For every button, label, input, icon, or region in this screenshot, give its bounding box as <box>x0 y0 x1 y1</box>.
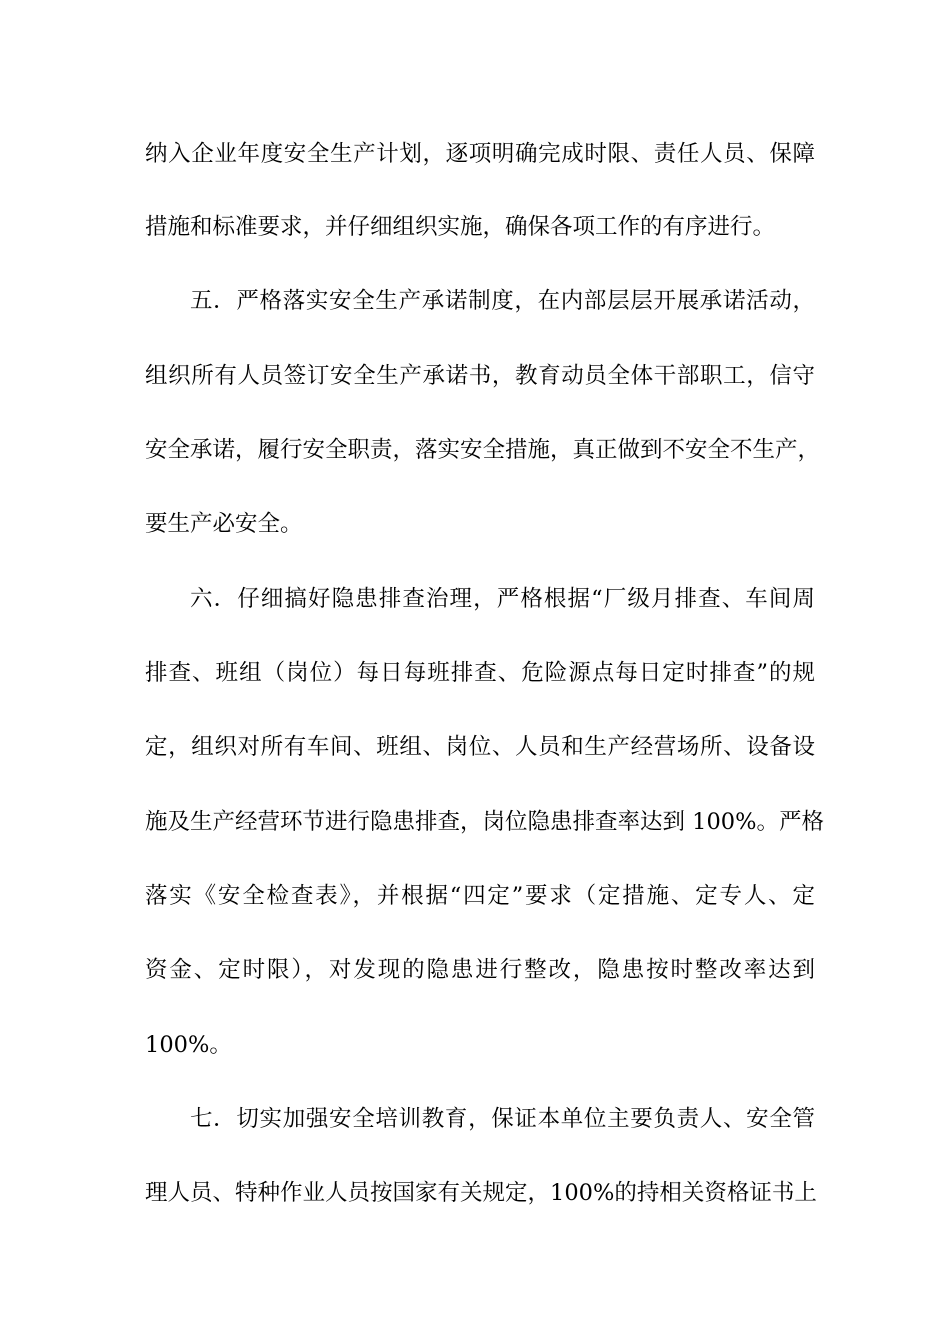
text-line-13: 100%。 <box>145 1032 232 1058</box>
text-line-2: 措施和标准要求，并仔细组织实施，确保各项工作的有序进行。 <box>145 214 776 240</box>
text-line-7: 六．仔细搞好隐患排查治理，严格根据“厂级月排查、车间周 <box>190 586 815 612</box>
text-line-9: 定，组织对所有车间、班组、岗位、人员和生产经营场所、设备设 <box>145 734 815 760</box>
text-line-1: 纳入企业年度安全生产计划，逐项明确完成时限、责任人员、保障 <box>145 141 815 167</box>
text-line-14: 七．切实加强安全培训教育，保证本单位主要负责人、安全管 <box>190 1106 815 1132</box>
text-line-6: 要生产必安全。 <box>145 511 303 537</box>
text-line-4: 组织所有人员签订安全生产承诺书，教育动员全体干部职工，信守 <box>145 363 815 389</box>
text-line-12: 资金、定时限），对发现的隐患进行整改，隐患按时整改率达到 <box>145 957 815 983</box>
text-line-3: 五．严格落实安全生产承诺制度，在内部层层开展承诺活动， <box>190 288 815 314</box>
text-line-8: 排查、班组（岗位）每日每班排查、危险源点每日定时排查”的规 <box>145 660 815 686</box>
text-line-10: 施及生产经营环节进行隐患排查，岗位隐患排查率达到 100%。严格 <box>145 809 824 835</box>
text-line-11: 落实《安全检查表》，并根据“四定”要求（定措施、定专人、定 <box>145 883 815 909</box>
text-line-5: 安全承诺，履行安全职责，落实安全措施，真正做到不安全不生产， <box>145 437 821 463</box>
text-line-15: 理人员、特种作业人员按国家有关规定，100%的持相关资格证书上 <box>145 1180 817 1206</box>
